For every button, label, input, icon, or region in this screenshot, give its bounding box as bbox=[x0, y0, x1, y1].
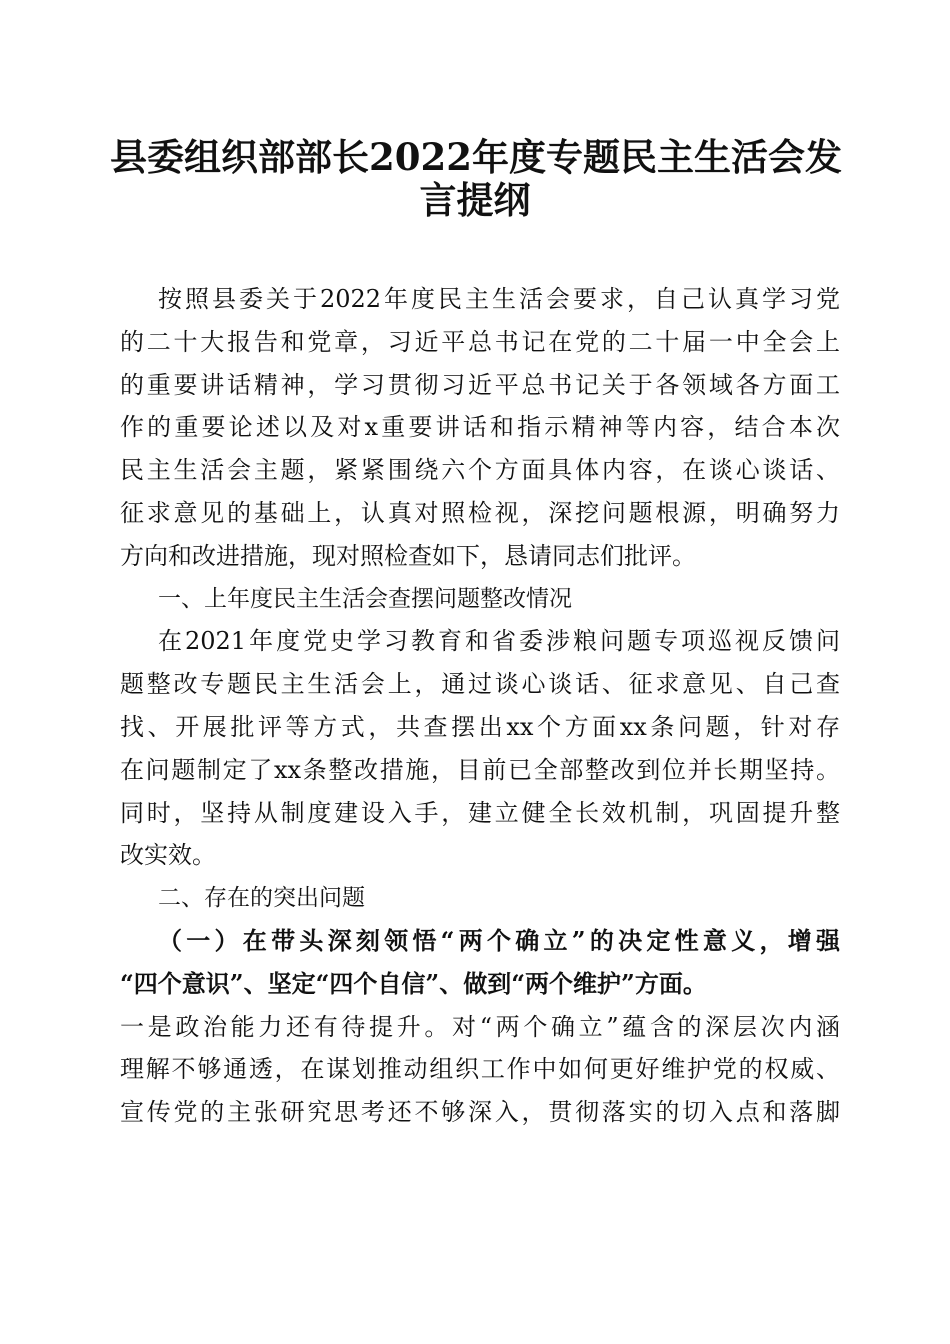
intro-paragraph bbox=[120, 278, 840, 578]
intro-line: 的二十大报告和党章，习近平总书记在党的二十届一中全会上 bbox=[120, 327, 840, 356]
section-1-paragraph bbox=[120, 620, 840, 877]
section-2-paragraph bbox=[120, 1006, 840, 1134]
section-1-heading: 一、上年度民主生活会查摆问题整改情况 bbox=[158, 585, 572, 612]
section-1-line: 在2021年度党史学习教育和省委涉粮问题专项巡视反馈问 bbox=[158, 627, 840, 656]
subheading-line: （一）在带头深刻领悟“两个确立”的决定性意义，增强 bbox=[158, 925, 840, 955]
intro-line: 征求意见的基础上，认真对照检视，深挖问题根源，明确努力 bbox=[120, 498, 840, 527]
section-1-line: 同时，坚持从制度建设入手，建立健全长效机制，巩固提升整 bbox=[120, 798, 840, 827]
document-title bbox=[110, 132, 842, 222]
intro-line: 民主生活会主题，紧紧围绕六个方面具体内容，在谈心谈话、 bbox=[120, 456, 840, 485]
section-2-heading: 二、存在的突出问题 bbox=[158, 885, 365, 912]
section-1-line: 改实效。 bbox=[120, 841, 216, 870]
title-line-1: 县委组织部部长2022年度专题民主生活会发 bbox=[110, 135, 842, 179]
intro-line: 作的重要论述以及对x重要讲话和指示精神等内容，结合本次 bbox=[120, 413, 840, 442]
subheading-line: “四个意识”、坚定“四个自信”、做到“两个维护”方面。 bbox=[120, 968, 707, 998]
intro-line: 方向和改进措施，现对照检查如下，恳请同志们批评。 bbox=[120, 541, 696, 570]
section-1-line: 题整改专题民主生活会上，通过谈心谈话、征求意见、自己查 bbox=[120, 670, 840, 699]
section-2-line: 理解不够通透，在谋划推动组织工作中如何更好维护党的权威、 bbox=[120, 1055, 840, 1084]
document-body bbox=[120, 278, 840, 1134]
title-line-2: 言提纲 bbox=[419, 177, 531, 222]
intro-line: 的重要讲话精神，学习贯彻习近平总书记关于各领域各方面工 bbox=[120, 370, 840, 399]
section-1-line: 找、开展批评等方式，共查摆出xx个方面xx条问题，针对存 bbox=[120, 712, 840, 741]
section-2-line: 一是政治能力还有待提升。对“两个确立”蕴含的深层次内涵 bbox=[120, 1012, 840, 1041]
section-2-line: 宣传党的主张研究思考还不够深入，贯彻落实的切入点和落脚 bbox=[120, 1098, 840, 1127]
section-1-line: 在问题制定了xx条整改措施，目前已全部整改到位并长期坚持。 bbox=[120, 755, 840, 784]
intro-line: 按照县委关于2022年度民主生活会要求，自己认真学习党 bbox=[158, 285, 840, 313]
section-2-subheading bbox=[120, 920, 840, 1006]
